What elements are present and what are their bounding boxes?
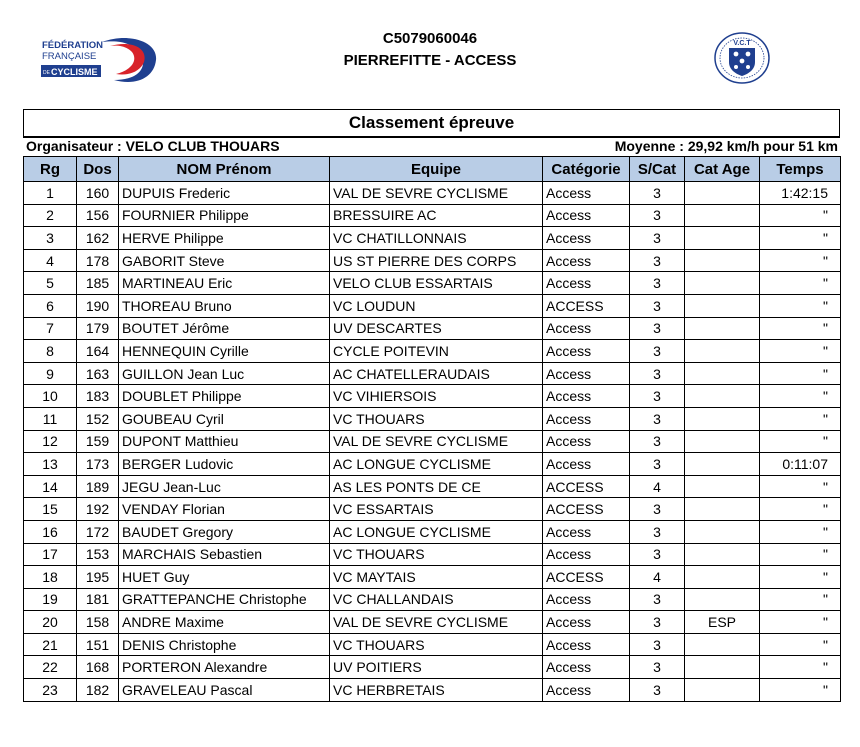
table-row — [24, 566, 841, 589]
team-cell: VC THOUARS — [330, 407, 543, 430]
rank-cell: 20 — [24, 611, 77, 634]
team-cell: AS LES PONTS DE CE — [330, 475, 543, 498]
team-cell: UV DESCARTES — [330, 317, 543, 340]
team-cell: VC CHALLANDAIS — [330, 588, 543, 611]
rank-cell: 8 — [24, 340, 77, 363]
subcategory-cell: 3 — [630, 227, 685, 250]
name-cell: DOUBLET Philippe — [119, 385, 330, 408]
table-row — [24, 611, 841, 634]
bib-cell: 164 — [77, 340, 119, 363]
category-cell: Access — [543, 385, 630, 408]
race-info-bar — [23, 136, 840, 156]
category-cell: Access — [543, 204, 630, 227]
age-category-cell — [685, 453, 760, 476]
rank-cell: 16 — [24, 520, 77, 543]
time-cell: " — [760, 633, 841, 656]
event-code: C5079060046 — [382, 30, 478, 47]
rank-cell: 7 — [24, 317, 77, 340]
team-cell: VC CHATILLONNAIS — [330, 227, 543, 250]
team-cell: VC HERBRETAIS — [330, 679, 543, 702]
category-cell: Access — [543, 340, 630, 363]
category-cell: Access — [543, 430, 630, 453]
bib-cell: 192 — [77, 498, 119, 521]
bib-cell: 178 — [77, 249, 119, 272]
bib-cell: 156 — [77, 204, 119, 227]
team-cell: VC THOUARS — [330, 543, 543, 566]
table-row — [24, 407, 841, 430]
team-cell: VAL DE SEVRE CYCLISME — [330, 182, 543, 205]
subcategory-cell: 3 — [630, 249, 685, 272]
time-cell: " — [760, 430, 841, 453]
name-cell: BOUTET Jérôme — [119, 317, 330, 340]
age-category-cell — [685, 498, 760, 521]
subcategory-cell: 3 — [630, 679, 685, 702]
time-cell: " — [760, 407, 841, 430]
age-category-cell — [685, 317, 760, 340]
age-category-cell — [685, 340, 760, 363]
category-cell: Access — [543, 182, 630, 205]
col-header-age-category: Cat Age — [685, 157, 760, 182]
subcategory-cell: 3 — [630, 453, 685, 476]
name-cell: HUET Guy — [119, 566, 330, 589]
rank-cell: 2 — [24, 204, 77, 227]
time-cell: " — [760, 611, 841, 634]
rank-cell: 23 — [24, 679, 77, 702]
col-header-category: Catégorie — [543, 157, 630, 182]
time-cell: " — [760, 498, 841, 521]
bib-cell: 173 — [77, 453, 119, 476]
table-row — [24, 453, 841, 476]
table-row — [24, 475, 841, 498]
age-category-cell — [685, 385, 760, 408]
category-cell: Access — [543, 633, 630, 656]
name-cell: DUPUIS Frederic — [119, 182, 330, 205]
table-row — [24, 679, 841, 702]
table-row — [24, 430, 841, 453]
team-cell: VAL DE SEVRE CYCLISME — [330, 430, 543, 453]
age-category-cell — [685, 656, 760, 679]
team-cell: UV POITIERS — [330, 656, 543, 679]
table-row — [24, 272, 841, 295]
rank-cell: 12 — [24, 430, 77, 453]
table-row — [24, 294, 841, 317]
table-row — [24, 656, 841, 679]
table-row — [24, 317, 841, 340]
results-table — [23, 156, 841, 702]
bib-cell: 158 — [77, 611, 119, 634]
time-cell: " — [760, 362, 841, 385]
rank-cell: 4 — [24, 249, 77, 272]
name-cell: ANDRE Maxime — [119, 611, 330, 634]
subcategory-cell: 3 — [630, 182, 685, 205]
team-cell: AC LONGUE CYCLISME — [330, 453, 543, 476]
time-cell: " — [760, 588, 841, 611]
category-cell: Access — [543, 453, 630, 476]
category-cell: ACCESS — [543, 566, 630, 589]
bib-cell: 159 — [77, 430, 119, 453]
team-cell: BRESSUIRE AC — [330, 204, 543, 227]
col-header-subcategory: S/Cat — [630, 157, 685, 182]
bib-cell: 163 — [77, 362, 119, 385]
rank-cell: 11 — [24, 407, 77, 430]
table-row — [24, 543, 841, 566]
subcategory-cell: 3 — [630, 294, 685, 317]
age-category-cell — [685, 543, 760, 566]
category-cell: Access — [543, 407, 630, 430]
subcategory-cell: 3 — [630, 656, 685, 679]
time-cell: 0:11:07 — [760, 453, 841, 476]
page-header — [0, 0, 860, 108]
name-cell: GOUBEAU Cyril — [119, 407, 330, 430]
time-cell: " — [760, 204, 841, 227]
team-cell: VAL DE SEVRE CYCLISME — [330, 611, 543, 634]
team-cell: VC MAYTAIS — [330, 566, 543, 589]
age-category-cell — [685, 272, 760, 295]
table-header-row — [24, 157, 841, 182]
bib-cell: 181 — [77, 588, 119, 611]
rank-cell: 3 — [24, 227, 77, 250]
time-cell: " — [760, 656, 841, 679]
subcategory-cell: 4 — [630, 566, 685, 589]
bib-cell: 189 — [77, 475, 119, 498]
subcategory-cell: 3 — [630, 204, 685, 227]
age-category-cell — [685, 227, 760, 250]
rank-cell: 19 — [24, 588, 77, 611]
age-category-cell — [685, 520, 760, 543]
age-category-cell — [685, 430, 760, 453]
subcategory-cell: 3 — [630, 272, 685, 295]
rank-cell: 21 — [24, 633, 77, 656]
table-row — [24, 362, 841, 385]
table-row — [24, 204, 841, 227]
age-category-cell — [685, 182, 760, 205]
time-cell: " — [760, 340, 841, 363]
subcategory-cell: 3 — [630, 543, 685, 566]
name-cell: HERVE Philippe — [119, 227, 330, 250]
age-category-cell — [685, 588, 760, 611]
age-category-cell: ESP — [685, 611, 760, 634]
table-row — [24, 520, 841, 543]
average-speed-text: Moyenne : 29,92 km/h pour 51 km — [614, 138, 838, 154]
team-cell: US ST PIERRE DES CORPS — [330, 249, 543, 272]
rank-cell: 5 — [24, 272, 77, 295]
name-cell: THOREAU Bruno — [119, 294, 330, 317]
subcategory-cell: 3 — [630, 633, 685, 656]
subcategory-cell: 4 — [630, 475, 685, 498]
team-cell: AC LONGUE CYCLISME — [330, 520, 543, 543]
category-cell: Access — [543, 520, 630, 543]
category-cell: ACCESS — [543, 294, 630, 317]
name-cell: GRATTEPANCHE Christophe — [119, 588, 330, 611]
name-cell: VENDAY Florian — [119, 498, 330, 521]
table-row — [24, 227, 841, 250]
time-cell: " — [760, 272, 841, 295]
name-cell: HENNEQUIN Cyrille — [119, 340, 330, 363]
table-row — [24, 588, 841, 611]
name-cell: PORTERON Alexandre — [119, 656, 330, 679]
time-cell: " — [760, 227, 841, 250]
vct-logo-text: V.C.T — [733, 40, 751, 47]
subcategory-cell: 3 — [630, 430, 685, 453]
bib-cell: 168 — [77, 656, 119, 679]
team-cell: VELO CLUB ESSARTAIS — [330, 272, 543, 295]
age-category-cell — [685, 362, 760, 385]
time-cell: " — [760, 520, 841, 543]
rank-cell: 9 — [24, 362, 77, 385]
subcategory-cell: 3 — [630, 588, 685, 611]
name-cell: GRAVELEAU Pascal — [119, 679, 330, 702]
age-category-cell — [685, 249, 760, 272]
table-row — [24, 385, 841, 408]
subcategory-cell: 3 — [630, 362, 685, 385]
organizer-text: Organisateur : VELO CLUB THOUARS — [26, 138, 280, 154]
time-cell: " — [760, 249, 841, 272]
subcategory-cell: 3 — [630, 498, 685, 521]
table-row — [24, 340, 841, 363]
vct-club-logo — [713, 31, 771, 85]
subcategory-cell: 3 — [630, 407, 685, 430]
category-cell: Access — [543, 227, 630, 250]
bib-cell: 160 — [77, 182, 119, 205]
time-cell: 1:42:15 — [760, 182, 841, 205]
name-cell: MARCHAIS Sebastien — [119, 543, 330, 566]
bib-cell: 190 — [77, 294, 119, 317]
table-row — [24, 182, 841, 205]
team-cell: VC THOUARS — [330, 633, 543, 656]
category-cell: Access — [543, 588, 630, 611]
name-cell: JEGU Jean-Luc — [119, 475, 330, 498]
name-cell: DENIS Christophe — [119, 633, 330, 656]
col-header-bib: Dos — [77, 157, 119, 182]
team-cell: VC VIHIERSOIS — [330, 385, 543, 408]
results-frame — [23, 109, 840, 138]
team-cell: VC LOUDUN — [330, 294, 543, 317]
category-cell: ACCESS — [543, 475, 630, 498]
category-cell: Access — [543, 272, 630, 295]
rank-cell: 13 — [24, 453, 77, 476]
name-cell: GUILLON Jean Luc — [119, 362, 330, 385]
table-row — [24, 249, 841, 272]
category-cell: Access — [543, 611, 630, 634]
name-cell: BERGER Ludovic — [119, 453, 330, 476]
rank-cell: 14 — [24, 475, 77, 498]
time-cell: " — [760, 566, 841, 589]
bib-cell: 172 — [77, 520, 119, 543]
age-category-cell — [685, 633, 760, 656]
subcategory-cell: 3 — [630, 611, 685, 634]
table-row — [24, 633, 841, 656]
subcategory-cell: 3 — [630, 340, 685, 363]
section-title: Classement épreuve — [24, 110, 839, 137]
subcategory-cell: 3 — [630, 385, 685, 408]
bib-cell: 182 — [77, 679, 119, 702]
bib-cell: 179 — [77, 317, 119, 340]
age-category-cell — [685, 407, 760, 430]
time-cell: " — [760, 385, 841, 408]
col-header-name: NOM Prénom — [119, 157, 330, 182]
bib-cell: 183 — [77, 385, 119, 408]
col-header-time: Temps — [760, 157, 841, 182]
name-cell: DUPONT Matthieu — [119, 430, 330, 453]
subcategory-cell: 3 — [630, 520, 685, 543]
ffc-logo-line1: FÉDÉRATION — [42, 40, 104, 51]
subcategory-cell: 3 — [630, 317, 685, 340]
ffc-logo-line3: CYCLISME — [51, 67, 98, 77]
team-cell: AC CHATELLERAUDAIS — [330, 362, 543, 385]
category-cell: Access — [543, 317, 630, 340]
name-cell: BAUDET Gregory — [119, 520, 330, 543]
bib-cell: 153 — [77, 543, 119, 566]
rank-cell: 17 — [24, 543, 77, 566]
bib-cell: 162 — [77, 227, 119, 250]
rank-cell: 1 — [24, 182, 77, 205]
col-header-rank: Rg — [24, 157, 77, 182]
ffc-logo-prefix: DE — [43, 70, 50, 76]
bib-cell: 185 — [77, 272, 119, 295]
ffc-logo-line2: FRANÇAISE — [42, 51, 97, 62]
rank-cell: 22 — [24, 656, 77, 679]
category-cell: Access — [543, 679, 630, 702]
rank-cell: 10 — [24, 385, 77, 408]
table-row — [24, 498, 841, 521]
age-category-cell — [685, 294, 760, 317]
bib-cell: 151 — [77, 633, 119, 656]
team-cell: CYCLE POITEVIN — [330, 340, 543, 363]
category-cell: Access — [543, 362, 630, 385]
name-cell: MARTINEAU Eric — [119, 272, 330, 295]
name-cell: GABORIT Steve — [119, 249, 330, 272]
category-cell: Access — [543, 543, 630, 566]
rank-cell: 6 — [24, 294, 77, 317]
category-cell: Access — [543, 249, 630, 272]
category-cell: Access — [543, 656, 630, 679]
age-category-cell — [685, 204, 760, 227]
col-header-team: Equipe — [330, 157, 543, 182]
rank-cell: 18 — [24, 566, 77, 589]
category-cell: ACCESS — [543, 498, 630, 521]
name-cell: FOURNIER Philippe — [119, 204, 330, 227]
bib-cell: 152 — [77, 407, 119, 430]
time-cell: " — [760, 317, 841, 340]
rank-cell: 15 — [24, 498, 77, 521]
time-cell: " — [760, 475, 841, 498]
event-title: PIERREFITTE - ACCESS — [343, 52, 517, 69]
age-category-cell — [685, 679, 760, 702]
age-category-cell — [685, 566, 760, 589]
time-cell: " — [760, 543, 841, 566]
time-cell: " — [760, 294, 841, 317]
age-category-cell — [685, 475, 760, 498]
team-cell: VC ESSARTAIS — [330, 498, 543, 521]
bib-cell: 195 — [77, 566, 119, 589]
time-cell: " — [760, 679, 841, 702]
